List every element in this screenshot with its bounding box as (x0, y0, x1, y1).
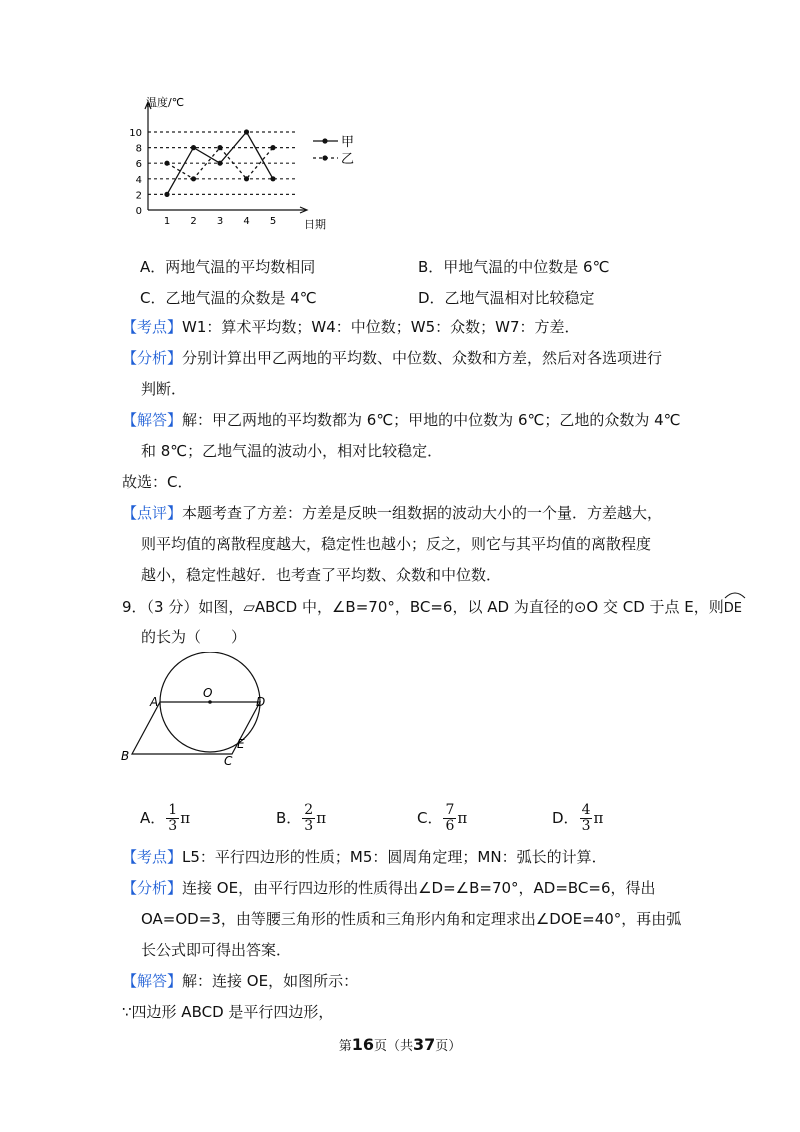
pi-symbol: π (457, 809, 468, 827)
option-fraction (166, 803, 179, 834)
data-point (244, 129, 249, 134)
legend-marker (322, 155, 327, 160)
q8-dianping-line3: 越小，稳定性越好．也考查了平均数、众数和中位数． (141, 566, 502, 584)
option-fraction (302, 803, 315, 834)
q9-stem (122, 596, 742, 620)
x-tick-label: 2 (190, 216, 197, 227)
q8-dianping (122, 502, 662, 524)
q8-option-a: A．两地气温的平均数相同 (140, 258, 316, 276)
q8-kaodian-text: W1：算术平均数；W4：中位数；W5：众数；W7：方差． (182, 318, 580, 336)
numerator: 1 (168, 802, 178, 818)
option-letter: D． (552, 809, 579, 827)
data-point (217, 145, 222, 150)
page-footer: 第16页（共37页） (338, 1035, 462, 1054)
q9-option-d (552, 803, 603, 834)
pi-symbol: π (316, 809, 327, 827)
data-point (191, 145, 196, 150)
q8-fenxi-line2: 判断． (141, 380, 187, 398)
numerator: 2 (304, 802, 314, 818)
label-a: A (150, 695, 159, 709)
tag-fenxi: 【分析】 (122, 349, 183, 367)
q8-option-c: C．乙地气温的众数是 4℃ (140, 289, 317, 307)
y-tick-label: 4 (135, 174, 142, 186)
tag-jieda: 【解答】 (122, 972, 183, 990)
label-d: D (256, 695, 266, 709)
q9-jieda-text: 解：连接 OE，如图所示： (182, 972, 359, 990)
data-point (217, 161, 222, 166)
legend-label: 甲 (341, 135, 355, 150)
q8-fenxi-text: 分别计算出甲乙两地的平均数、中位数、众数和方差，然后对各选项进行 (182, 349, 663, 367)
data-point (191, 176, 196, 181)
chart-series (164, 129, 275, 197)
tag-jieda: 【解答】 (122, 411, 183, 429)
denominator: 3 (581, 818, 591, 834)
label-b: B (121, 749, 130, 763)
x-tick-label: 1 (163, 216, 171, 227)
x-tick-label: 5 (269, 216, 277, 227)
tag-dianping: 【点评】 (122, 504, 183, 522)
data-point (270, 176, 275, 181)
arc-symbol-icon (724, 591, 746, 599)
q9-kaodian (122, 846, 607, 868)
y-tick-label: 6 (135, 159, 142, 171)
page-total: 37 (413, 1035, 436, 1054)
y-tick-label: 2 (135, 190, 142, 202)
chart-grid (148, 132, 298, 194)
x-tick-label: 4 (243, 216, 250, 227)
denominator: 3 (304, 818, 314, 834)
x-tick-label: 3 (216, 216, 224, 227)
q9-stem-line2: 的长为（ ） (141, 628, 247, 646)
option-fraction (580, 803, 593, 834)
q8-kaodian (122, 316, 580, 338)
q9-stem-text: 9．（3 分）如图，▱ABCD 中，∠B=70°，BC=6，以 AD 为直径的⊙O 交 CD 于点 E，则 (122, 598, 724, 616)
q8-fenxi (122, 347, 662, 369)
arc-de-label: DE (724, 596, 742, 620)
numerator: 4 (581, 802, 591, 818)
q8-jieda-line2: 和 8℃；乙地气温的波动小，相对比较稳定． (141, 442, 443, 460)
x-axis-label: 日期 (304, 218, 326, 231)
option-letter: B． (276, 809, 302, 827)
y-tick-label: 0 (135, 206, 142, 217)
pi-symbol: π (593, 809, 604, 827)
legend-marker (322, 138, 327, 143)
q9-fenxi (122, 877, 656, 899)
y-tick-label: 10 (129, 128, 142, 139)
label-o: O (203, 686, 213, 700)
option-letter: C． (417, 809, 443, 827)
data-point (164, 161, 169, 166)
page-number: 16 (351, 1035, 374, 1054)
denominator: 6 (445, 818, 455, 834)
q8-option-d: D．乙地气温相对比较稳定 (418, 289, 595, 307)
tag-fenxi: 【分析】 (122, 879, 183, 897)
parallelogram-circle-figure (118, 652, 278, 772)
q8-jieda-text: 解：甲乙两地的平均数都为 6℃；甲地的中位数为 6℃；乙地的众数为 4℃ (182, 411, 681, 429)
q8-dianping-text: 本题考查了方差：方差是反映一组数据的波动大小的一个量．方差越大， (182, 504, 663, 522)
q9-kaodian-text: L5：平行四边形的性质；M5：圆周角定理；MN：弧长的计算． (182, 848, 607, 866)
q9-fenxi-text: 连接 OE，由平行四边形的性质得出∠D=∠B=70°，AD=BC=6，得出 (182, 879, 656, 897)
option-letter: A． (140, 809, 166, 827)
q8-jieda (122, 409, 681, 431)
q9-option-a (140, 803, 190, 834)
y-tick-label: 8 (135, 143, 142, 155)
q9-fenxi-line2: OA=OD=3，由等腰三角形的性质和三角形内角和定理求出∠DOE=40°，再由弧 (141, 910, 682, 928)
q9-option-b (276, 803, 326, 834)
legend-label: 乙 (341, 152, 355, 167)
numerator: 7 (445, 802, 455, 818)
center-o-point (208, 700, 212, 704)
pi-symbol: π (180, 809, 191, 827)
denominator: 3 (168, 818, 178, 834)
q8-option-b: B．甲地气温的中位数是 6℃ (418, 258, 610, 276)
option-fraction (443, 803, 456, 834)
temperature-line-chart (120, 92, 370, 237)
data-point (244, 176, 249, 181)
label-e: E (237, 737, 245, 751)
q9-because: ∵四边形 ABCD 是平行四边形， (122, 1003, 334, 1021)
tag-kaodian: 【考点】 (122, 848, 183, 866)
data-point (270, 145, 275, 150)
data-point (164, 192, 169, 197)
q9-option-c (417, 803, 467, 834)
label-c: C (224, 754, 233, 768)
chart-legend (313, 135, 354, 167)
y-axis-label: 温度/℃ (146, 96, 185, 109)
q9-fenxi-line3: 长公式即可得出答案． (141, 941, 292, 959)
q8-answer: 故选：C． (122, 473, 193, 491)
tag-kaodian: 【考点】 (122, 318, 183, 336)
q8-dianping-line2: 则平均值的离散程度越大，稳定性也越小；反之，则它与其平均值的离散程度 (141, 535, 652, 553)
q9-jieda (122, 970, 358, 992)
